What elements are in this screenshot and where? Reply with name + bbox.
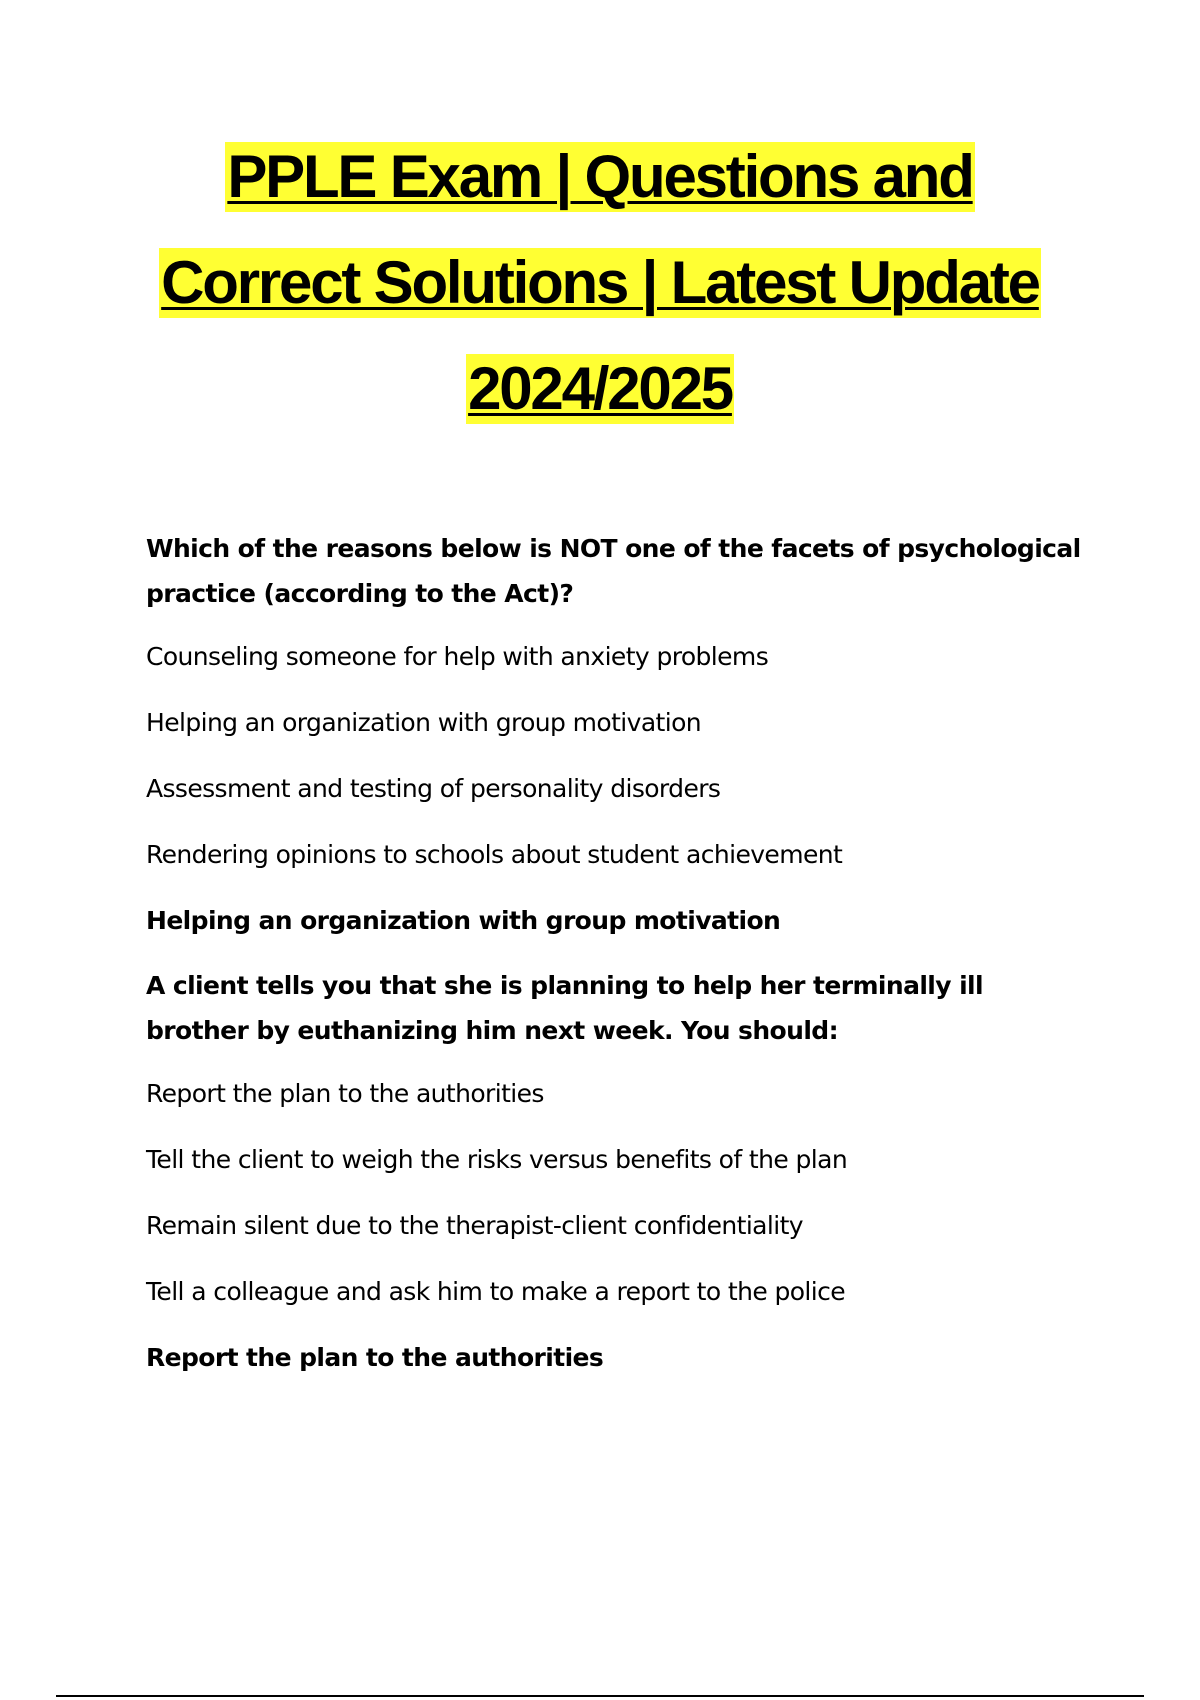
title-line-text: PPLE Exam | Questions and [227,143,973,210]
answer-option: Remain silent due to the therapist-client confidentiality [146,1211,803,1240]
title-line [100,140,1100,246]
question-text: A client tells you that she is planning to help her terminally ill brother by euthanizing him next week. You should: [146,971,983,1045]
title-line-text: 2024/2025 [468,355,732,422]
answer-option: Report the plan to the authorities [146,1079,544,1108]
answer-option: Rendering opinions to schools about student achievement [146,840,843,869]
answer-option: Helping an organization with group motivation [146,708,702,737]
title-line [100,352,1100,458]
correct-answer: Helping an organization with group motivation [146,906,781,935]
document-title [100,140,1100,458]
question-text: Which of the reasons below is NOT one of the facets of psychological practice (according to the Act)? [146,534,1081,608]
footer-divider [56,1695,1144,1697]
title-line-text: Correct Solutions | Latest Update [161,249,1039,316]
question-list [146,526,1086,1400]
answer-option: Tell the client to weigh the risks versus benefits of the plan [146,1145,848,1174]
title-line [100,246,1100,352]
correct-answer: Report the plan to the authorities [146,1343,604,1372]
answer-option: Counseling someone for help with anxiety problems [146,642,769,671]
question-block [146,526,1086,943]
answer-option: Assessment and testing of personality disorders [146,774,721,803]
answer-option: Tell a colleague and ask him to make a report to the police [146,1277,846,1306]
question-block [146,963,1086,1380]
